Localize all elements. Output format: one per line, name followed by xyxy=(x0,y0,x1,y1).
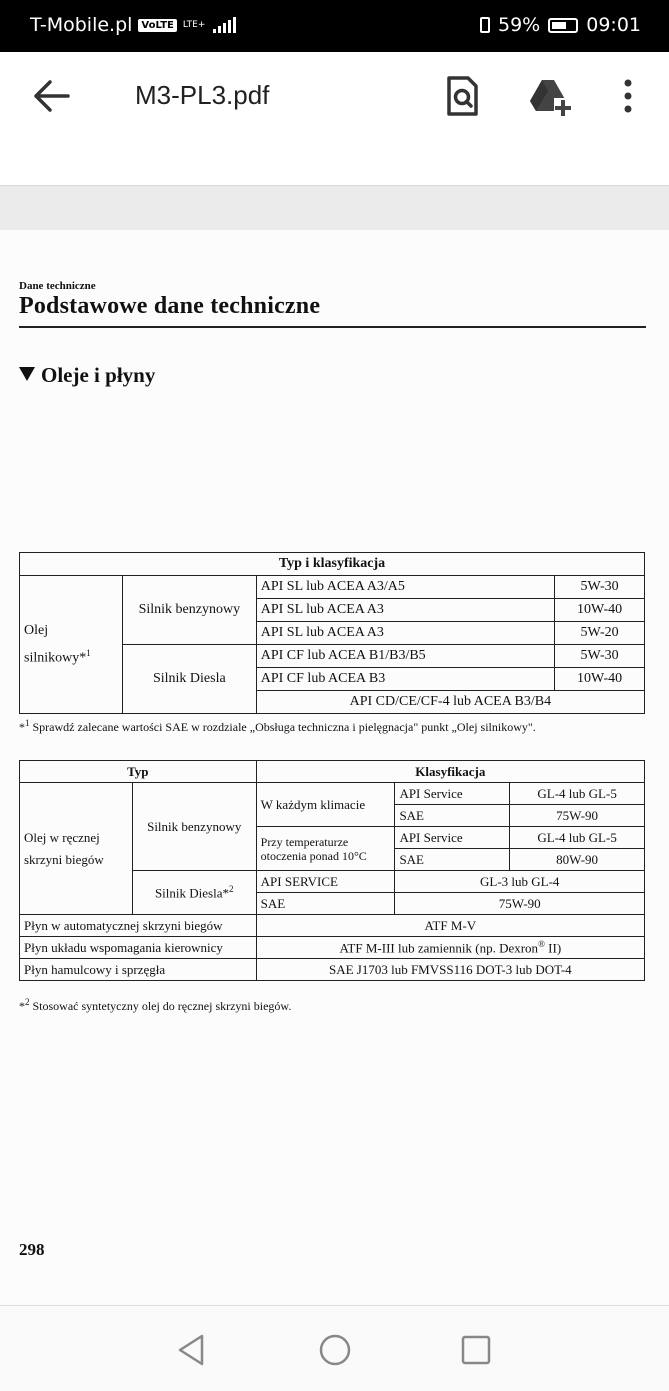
table-row xyxy=(20,783,645,805)
search-document-icon[interactable] xyxy=(440,74,484,118)
title-rule xyxy=(19,326,646,328)
api-service-label: API Service xyxy=(395,827,510,849)
api-service-label: API Service xyxy=(395,783,510,805)
lte-indicator: LTE+ xyxy=(182,20,206,30)
subheading-text: Oleje i płyny xyxy=(41,363,156,387)
manual-gearbox-label: Olej w ręcznej skrzyni biegów xyxy=(20,783,133,915)
oil-spec: API SL lub ACEA A3 xyxy=(256,622,554,645)
atf-label: Płyn w automatycznej skrzyni biegów xyxy=(20,915,257,937)
page-number: 298 xyxy=(19,1240,45,1259)
sae-label: SAE xyxy=(395,805,510,827)
brake-label: Płyn hamulcowy i sprzęgła xyxy=(20,959,257,981)
footnote-1 xyxy=(19,718,536,735)
petrol-engine-label: Silnik benzynowy xyxy=(122,576,256,645)
drive-add-icon[interactable] xyxy=(528,74,572,118)
table-row xyxy=(20,576,645,599)
header-type: Typ xyxy=(20,761,257,783)
gear-oil-sae: 75W-90 xyxy=(510,805,645,827)
gear-oil-class: GL-4 lub GL-5 xyxy=(510,827,645,849)
oil-sae: 5W-30 xyxy=(555,645,645,668)
app-toolbar xyxy=(0,52,669,141)
steering-value-tail: II) xyxy=(544,940,562,956)
section-label: Dane techniczne xyxy=(19,280,96,292)
above-temp-label: Przy temperaturze otoczenia ponad 10°C xyxy=(256,827,395,871)
carrier-name: T-Mobile.pl xyxy=(30,14,133,36)
battery-icon xyxy=(548,18,578,33)
table-row xyxy=(20,959,645,981)
table-row xyxy=(20,915,645,937)
sae-label: SAE xyxy=(395,849,510,871)
page-title: Podstawowe dane techniczne xyxy=(19,293,321,319)
footnote-number: 2 xyxy=(25,997,30,1007)
oil-spec: API CF lub ACEA B1/B3/B5 xyxy=(256,645,554,668)
table-header: Typ i klasyfikacja xyxy=(20,553,645,576)
any-climate-label: W każdym klimacie xyxy=(256,783,395,827)
sae-label: SAE xyxy=(256,893,395,915)
pdf-page xyxy=(0,230,669,1305)
oil-category: Olej silnikowy* xyxy=(24,622,87,666)
footnote-mark-2: 2 xyxy=(228,883,234,894)
file-name: M3-PL3.pdf xyxy=(135,80,270,110)
brake-value: SAE J1703 lub FMVSS116 DOT-3 lub DOT-4 xyxy=(256,959,644,981)
steering-value-text: ATF M-III lub zamiennik (np. Dexron xyxy=(339,940,539,956)
diesel-engine-label: Silnik Diesla xyxy=(122,645,256,714)
clock: 09:01 xyxy=(586,14,641,36)
petrol-engine-label: Silnik benzynowy xyxy=(132,783,256,871)
gear-oil-sae: 80W-90 xyxy=(510,849,645,871)
triangle-bullet-icon xyxy=(19,367,35,381)
oil-spec: API SL lub ACEA A3 xyxy=(256,599,554,622)
oil-sae: 10W-40 xyxy=(555,599,645,622)
status-right xyxy=(480,14,641,36)
table-row xyxy=(20,761,645,783)
diesel-engine-label xyxy=(132,871,256,915)
footnote-mark: * xyxy=(19,720,25,734)
footnote-number: 1 xyxy=(25,718,30,728)
atf-value: ATF M-V xyxy=(256,915,644,937)
fluids-table xyxy=(19,760,645,981)
steering-value xyxy=(256,937,644,959)
footnote-text: Sprawdź zalecane wartości SAE w rozdziale „Obsługa techniczna i pielęgnacja" punkt „Olej silnikowy". xyxy=(32,720,536,734)
oil-spec: API SL lub ACEA A3/A5 xyxy=(256,576,554,599)
volte-badge: VoLTE xyxy=(138,19,176,32)
oil-sae: 5W-20 xyxy=(555,622,645,645)
recents-square-icon[interactable] xyxy=(456,1330,496,1370)
footnote-mark-1: 1 xyxy=(86,647,91,658)
oil-sae: 10W-40 xyxy=(555,668,645,691)
home-circle-icon[interactable] xyxy=(315,1330,355,1370)
gear-oil-sae: 75W-90 xyxy=(395,893,645,915)
status-bar xyxy=(0,0,669,52)
system-nav-bar xyxy=(0,1305,669,1391)
previous-page-end xyxy=(0,140,669,186)
diesel-label-text: Silnik Diesla* xyxy=(154,885,229,901)
engine-oil-table xyxy=(19,552,645,714)
api-service-caps: API SERVICE xyxy=(256,871,395,893)
vibrate-icon xyxy=(480,17,490,33)
footnote-text: Stosować syntetyczny olej do ręcznej skrzyni biegów. xyxy=(32,999,292,1013)
more-vert-icon[interactable] xyxy=(606,74,650,118)
steering-label: Płyn układu wspomagania kierownicy xyxy=(20,937,257,959)
oil-spec: API CD/CE/CF-4 lub ACEA B3/B4 xyxy=(256,691,644,714)
footnote-2 xyxy=(19,997,291,1014)
footnote-mark: * xyxy=(19,999,25,1013)
header-classification: Klasyfikacja xyxy=(256,761,644,783)
subheading xyxy=(19,363,155,388)
gear-oil-class: GL-4 lub GL-5 xyxy=(510,783,645,805)
back-triangle-icon[interactable] xyxy=(172,1330,212,1370)
status-left xyxy=(30,14,236,36)
battery-percent: 59% xyxy=(498,14,541,36)
pdf-viewer[interactable] xyxy=(0,140,669,1305)
back-arrow-icon[interactable] xyxy=(30,76,74,116)
table-row xyxy=(20,937,645,959)
table-row xyxy=(20,553,645,576)
gear-oil-class: GL-3 lub GL-4 xyxy=(395,871,645,893)
signal-icon xyxy=(213,17,236,33)
registered-mark: ® xyxy=(538,938,545,949)
oil-spec: API CF lub ACEA B3 xyxy=(256,668,554,691)
oil-category-cell xyxy=(20,576,123,714)
oil-sae: 5W-30 xyxy=(555,576,645,599)
